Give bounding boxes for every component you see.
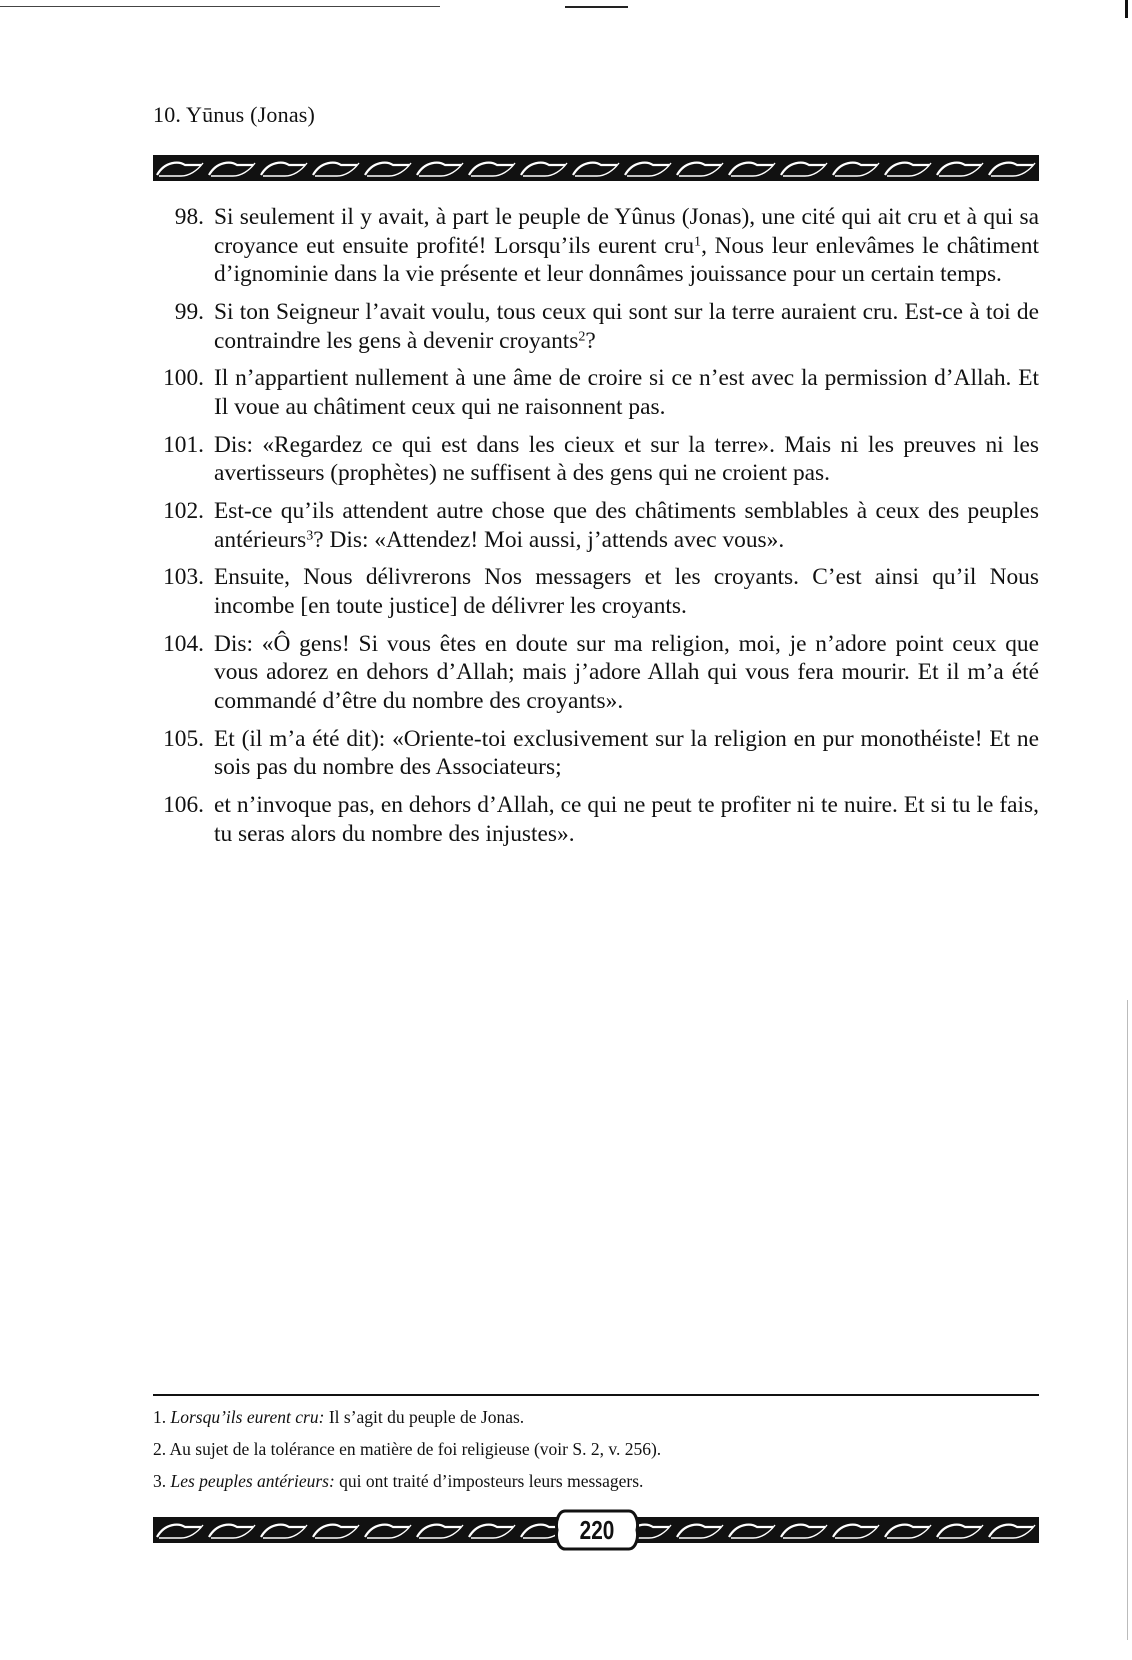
verse-list <box>153 203 1039 858</box>
footnote <box>153 1470 1039 1493</box>
verse-text <box>205 298 1039 355</box>
verse-text-part: , Nous leur enlevâmes le châtiment d’ignominie dans la vie présente et leur donnâmes jouissance pour un certain temps. <box>214 232 1039 288</box>
running-head: 10. Yūnus (Jonas) <box>153 102 316 127</box>
verse-number: 106. <box>163 792 204 819</box>
scan-top-mark <box>565 6 628 8</box>
verse-number: 99. <box>174 298 204 325</box>
verse-number: 105. <box>163 725 204 752</box>
verse-text: Dis: «Ô gens! Si vous êtes en doute sur ma religion, moi, je n’adore point ceux que vous adorez en dehors d’Allah; mais j’adore Allah qui vous fera mourir. Et il m’a été commandé d’être du nombre des croyants». <box>214 630 1039 715</box>
verse-text-part: ? Dis: «Attendez! Moi aussi, j’attends avec vous». <box>313 526 785 553</box>
verse <box>153 791 1039 848</box>
verse-number: 102. <box>163 498 204 525</box>
verse-text: Il n’appartient nullement à une âme de croire si ce n’est avec la permission d’Allah. Et Il voue au châtiment ceux qui ne raisonnent pas. <box>214 365 1039 420</box>
scan-top-rule <box>0 6 440 7</box>
verse-number: 104. <box>163 630 204 657</box>
verse-text-part: Si seulement il y avait, à part le peuple de Yûnus (Jonas), une cité qui ait cru et à qui sa croyance eut ensuite profité! Lorsqu’ils eurent cru <box>214 204 1039 259</box>
verse-number: 101. <box>163 431 204 458</box>
verse-number: 100. <box>163 365 204 392</box>
footnote-number: 3. <box>153 1471 167 1491</box>
verse <box>153 203 1039 289</box>
verse-text: Et (il m’a été dit): «Oriente-toi exclusivement sur la religion en pur monothéiste! Et ne sois pas du nombre des Associateurs; <box>214 725 1039 781</box>
verse-number: 103. <box>163 564 204 591</box>
footnote-reference: 2 <box>578 327 586 344</box>
verse-text-part: Est-ce qu’ils attendent autre chose que des châtiments semblables à ceux des peuples antérieurs <box>214 498 1039 553</box>
footnote-separator <box>153 1394 1039 1396</box>
verse-text-part: Si ton Seigneur l’avait voulu, tous ceux qui sont sur la terre auraient cru. Est-ce à toi de contraindre les gens à devenir croyants <box>214 298 1039 354</box>
verse <box>153 497 1039 554</box>
footnote <box>153 1438 1039 1461</box>
footnote-number: 2. <box>153 1439 167 1459</box>
footnote-list <box>153 1406 1039 1502</box>
footnote-term: Lorsqu’ils eurent cru: <box>170 1407 325 1427</box>
verse <box>153 431 1039 488</box>
footnote-reference: 3 <box>306 526 314 543</box>
verse-number: 98. <box>174 204 204 230</box>
verse-text: Ensuite, Nous délivrerons Nos messagers et les croyants. C’est ainsi qu’il Nous incombe [en toute justice] de délivrer les croyants. <box>214 564 1039 620</box>
footnote-number: 1. <box>153 1407 167 1427</box>
scan-edge-line <box>1127 1000 1128 1640</box>
footnote-text: qui ont traité d’imposteurs leurs messagers. <box>339 1471 644 1491</box>
decorative-chain-band-top <box>153 155 1039 181</box>
footnote-reference: 1 <box>694 232 702 249</box>
verse-text: et n’invoque pas, en dehors d’Allah, ce qui ne peut te profiter ni te nuire. Et si tu le fais, tu seras alors du nombre des injustes». <box>214 792 1039 847</box>
footnote-text: Il s’agit du peuple de Jonas. <box>328 1407 525 1427</box>
verse-text-part: ? <box>585 327 596 354</box>
verse <box>153 630 1039 716</box>
verse <box>153 725 1039 782</box>
footnote <box>153 1406 1039 1429</box>
verse-text: Dis: «Regardez ce qui est dans les cieux et sur la terre». Mais ni les preuves ni les avertisseurs (prophètes) ne suffisent à des gens qui ne croient pas. <box>214 431 1039 487</box>
page-number: 220 <box>579 1515 615 1545</box>
verse <box>153 364 1039 421</box>
verse-text <box>205 497 1039 554</box>
verse-text <box>205 203 1039 289</box>
footnote-term: Les peuples antérieurs: <box>170 1471 335 1491</box>
footnote-text: Au sujet de la tolérance en matière de foi religieuse (voir S. 2, v. 256). <box>169 1439 662 1459</box>
verse <box>153 563 1039 620</box>
verse <box>153 298 1039 355</box>
scan-corner-mark <box>1125 0 1128 18</box>
